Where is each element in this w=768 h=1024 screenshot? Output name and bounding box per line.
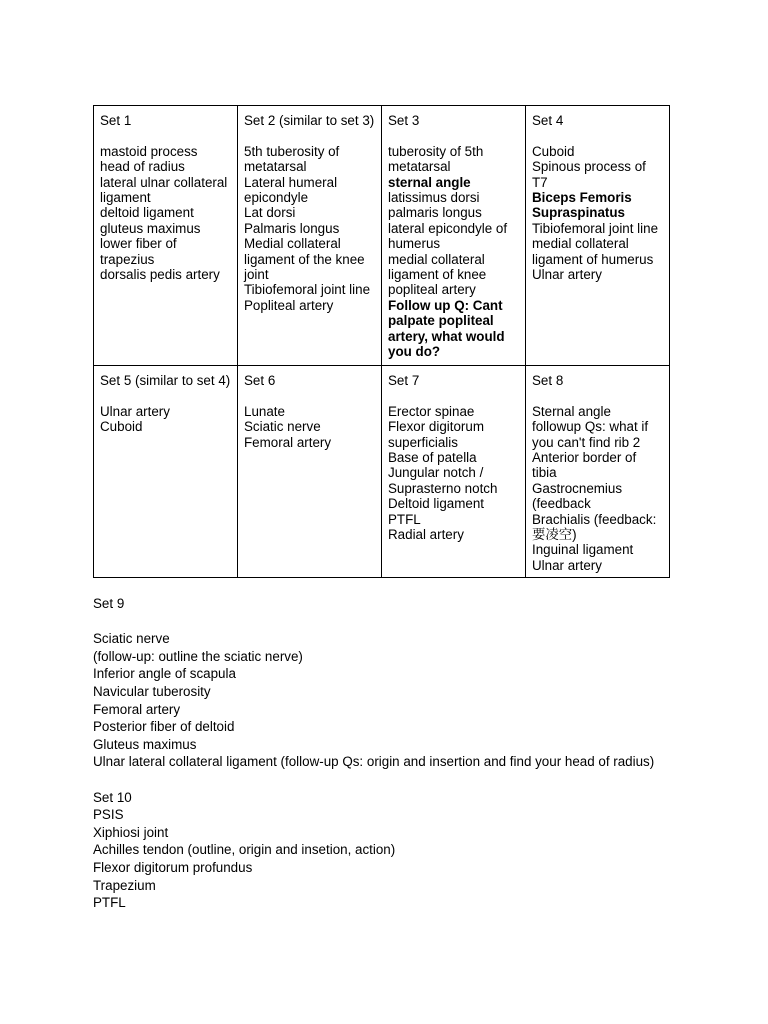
set-title: Set 1 <box>100 113 132 128</box>
set-item: Palmaris longus <box>244 220 340 236</box>
set-item: Brachialis (feedback: 要凌空) <box>532 511 657 543</box>
set-item: lateral epicondyle of humerus <box>388 220 508 252</box>
set10-title: Set 10 <box>93 789 132 805</box>
set-item: Inguinal ligament <box>532 542 634 558</box>
table-row <box>94 366 670 578</box>
set9-title: Set 9 <box>93 596 125 611</box>
sets-list-below <box>93 595 673 912</box>
list-item: PTFL <box>93 895 126 911</box>
set-item: Jungular notch / Suprasterno notch <box>388 465 498 496</box>
set-item: latissimus dorsi <box>388 190 480 206</box>
table-row <box>94 106 670 366</box>
set-item: Tibiofemoral joint line <box>532 220 659 236</box>
set-item: deltoid ligament <box>100 205 194 221</box>
set-item: Gastrocnemius (feedback <box>532 480 623 512</box>
set-item: mastoid process <box>100 143 198 159</box>
set-cell <box>94 366 238 578</box>
set-cell <box>382 106 526 366</box>
set-item: Cuboid <box>100 419 143 435</box>
set-title: Set 8 <box>532 373 564 388</box>
set-item: palmaris longus <box>388 205 482 221</box>
set-item: Biceps Femoris <box>532 190 632 206</box>
spacer <box>244 388 375 403</box>
spacer <box>388 388 519 403</box>
set-item: tuberosity of 5th metatarsal <box>388 143 484 175</box>
set-item: Deltoid ligament <box>388 496 485 512</box>
spacer <box>100 128 231 143</box>
sets-table <box>93 105 670 578</box>
set-item: dorsalis pedis artery <box>100 267 220 283</box>
set-item: Radial artery <box>388 527 464 543</box>
list-item: Trapezium <box>93 877 156 893</box>
set-item: medial collateral ligament of knee <box>388 251 487 283</box>
set-item: head of radius <box>100 159 185 175</box>
set10-list <box>93 806 673 912</box>
list-item: PSIS <box>93 807 124 823</box>
set-item: Spinous process of T7 <box>532 159 646 190</box>
spacer <box>244 128 375 143</box>
set-item: Sternal angle followup Qs: what if you can't find rib 2 <box>532 403 649 450</box>
set-item: Ulnar artery <box>532 267 602 283</box>
set-item: popliteal artery <box>388 282 476 298</box>
spacer <box>532 128 663 143</box>
set-item: medial collateral ligament of humerus <box>532 236 654 267</box>
set-item: lower fiber of trapezius <box>100 236 177 267</box>
spacer <box>100 388 231 403</box>
set-item: gluteus maximus <box>100 220 201 236</box>
list-item: Gluteus maximus <box>93 736 197 752</box>
list-item: (follow-up: outline the sciatic nerve) <box>93 648 303 664</box>
set-title: Set 7 <box>388 373 420 388</box>
set-item: Tibiofemoral joint line <box>244 282 371 298</box>
spacer <box>93 771 673 789</box>
set-item: Lunate <box>244 403 285 419</box>
list-item: Sciatic nerve <box>93 631 170 647</box>
list-item: Inferior angle of scapula <box>93 666 236 682</box>
set-item: Anterior border of tibia <box>532 450 637 481</box>
set-item: lateral ulnar collateral ligament <box>100 174 228 206</box>
set-title: Set 2 (similar to set 3) <box>244 113 375 128</box>
list-item: Xiphiosi joint <box>93 824 169 840</box>
set-item: Medial collateral ligament of the knee joint <box>244 236 365 283</box>
set-cell <box>238 106 382 366</box>
set-title: Set 4 <box>532 113 564 128</box>
set-item: PTFL <box>388 511 421 527</box>
set-item: Femoral artery <box>244 434 332 450</box>
set-cell <box>94 106 238 366</box>
list-item: Ulnar lateral collateral ligament (follow-up Qs: origin and insertion and find your head of radius) <box>93 754 655 770</box>
set-item: Erector spinae <box>388 403 475 419</box>
set-item: sternal angle <box>388 174 471 190</box>
set-cell <box>238 366 382 578</box>
set-cell <box>382 366 526 578</box>
set-title: Set 6 <box>244 373 276 388</box>
set-title: Set 5 (similar to set 4) <box>100 373 231 388</box>
set9-list <box>93 630 673 771</box>
set-item: Ulnar artery <box>532 557 602 573</box>
set-item: Lat dorsi <box>244 205 296 221</box>
set-item: Supraspinatus <box>532 205 626 221</box>
set-item: 5th tuberosity of metatarsal <box>244 143 340 175</box>
set-item: Base of patella <box>388 450 477 466</box>
set-item: Ulnar artery <box>100 403 170 419</box>
set-item: Cuboid <box>532 143 575 159</box>
set-cell <box>526 366 670 578</box>
list-item: Achilles tendon (outline, origin and insetion, action) <box>93 842 396 858</box>
set-title: Set 3 <box>388 113 420 128</box>
list-item: Flexor digitorum profundus <box>93 859 253 875</box>
sets-table-body <box>94 106 670 578</box>
set-item: Sciatic nerve <box>244 419 321 435</box>
list-item: Navicular tuberosity <box>93 683 211 699</box>
set-item: Flexor digitorum superficialis <box>388 419 484 450</box>
set-item: Popliteal artery <box>244 297 334 313</box>
spacer <box>93 613 673 631</box>
list-item: Posterior fiber of deltoid <box>93 719 235 735</box>
set-item: Lateral humeral epicondyle <box>244 174 338 206</box>
spacer <box>388 128 519 143</box>
list-item: Femoral artery <box>93 701 181 717</box>
set-cell <box>526 106 670 366</box>
spacer <box>532 388 663 403</box>
set-item: Follow up Q: Cant palpate popliteal artery, what would you do? <box>388 297 505 360</box>
